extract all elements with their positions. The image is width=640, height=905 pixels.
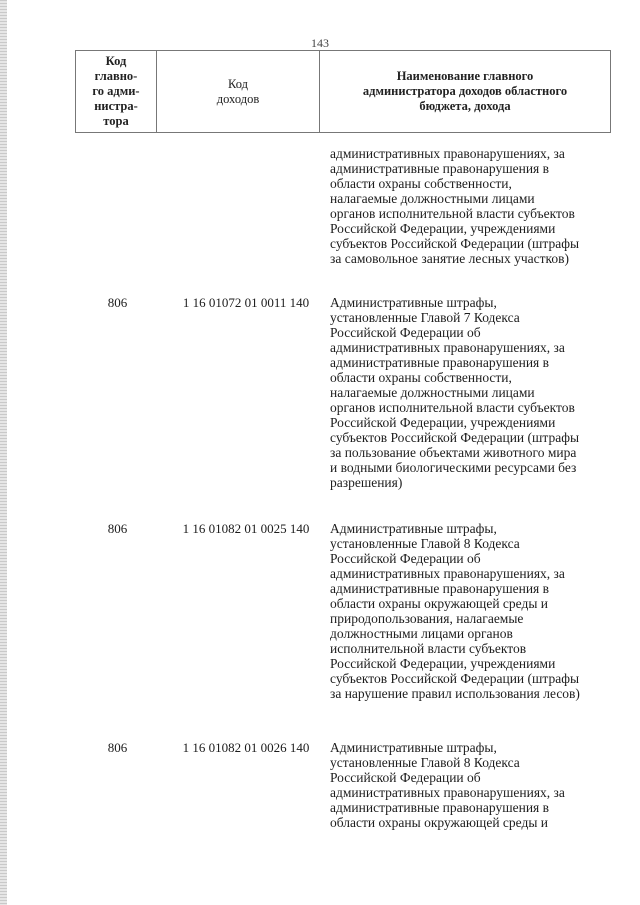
income-description — [330, 521, 615, 701]
admin-code: 806 — [107, 521, 128, 536]
description-line: Российской Федерации об — [330, 770, 481, 785]
description-line: установленные Главой 8 Кодекса — [330, 755, 520, 770]
continuation-description — [330, 146, 615, 266]
description-line: налагаемые должностными лицами — [330, 385, 535, 400]
description-line: области охраны собственности, — [330, 370, 512, 385]
header-admin-line: го адми- — [92, 84, 140, 98]
header-name-line: Наименование главного — [396, 69, 534, 83]
description-line: области охраны окружающей среды и — [330, 815, 549, 830]
description-line: Российской Федерации об — [330, 551, 481, 566]
description-line: за самовольное занятие лесных участков) — [330, 251, 570, 266]
description-line: исполнительной власти субъектов — [330, 641, 527, 656]
income-description — [330, 295, 615, 490]
description-line: административные правонарушения в — [330, 581, 550, 596]
header-code-line: Код — [228, 76, 248, 91]
header-admin-code — [76, 51, 157, 133]
description-line: разрешения) — [330, 475, 403, 490]
description-line: Российской Федерации, учреждениями — [330, 656, 556, 671]
description-line: административных правонарушениях, за — [330, 566, 565, 581]
income-code: 1 16 01082 01 0025 140 — [182, 521, 310, 536]
description-line: административных правонарушениях, за — [330, 146, 565, 161]
description-line: субъектов Российской Федерации (штрафы — [330, 671, 580, 686]
description-line: субъектов Российской Федерации (штрафы — [330, 430, 580, 445]
header-admin-line: главно- — [94, 69, 138, 83]
description-line: субъектов Российской Федерации (штрафы — [330, 236, 580, 251]
description-line: области охраны окружающей среды и — [330, 596, 549, 611]
description-line: области охраны собственности, — [330, 176, 512, 191]
description-line: административных правонарушениях, за — [330, 785, 565, 800]
description-line: Российской Федерации об — [330, 325, 481, 340]
description-line: Российской Федерации, учреждениями — [330, 415, 556, 430]
description-line: органов исполнительной власти субъектов — [330, 400, 575, 415]
description-line: административные правонарушения в — [330, 161, 550, 176]
description-line: установленные Главой 8 Кодекса — [330, 536, 520, 551]
description-line: Административные штрафы, — [330, 295, 497, 310]
header-income-code — [157, 51, 320, 133]
description-line: налагаемые должностными лицами — [330, 191, 535, 206]
description-line: природопользования, налагаемые — [330, 611, 524, 626]
table-header — [75, 50, 611, 133]
income-code: 1 16 01072 01 0011 140 — [182, 295, 310, 310]
description-line: и водными биологическими ресурсами без — [330, 460, 577, 475]
description-line: за пользование объектами животного мира — [330, 445, 577, 460]
header-name — [320, 51, 611, 133]
description-line: Административные штрафы, — [330, 740, 497, 755]
header-name-line: бюджета, дохода — [419, 99, 511, 113]
description-line: должностными лицами органов — [330, 626, 513, 641]
scan-edge — [0, 0, 7, 905]
header-code-line: доходов — [216, 91, 260, 106]
income-description — [330, 740, 615, 830]
page-number: 143 — [311, 36, 329, 50]
description-line: административных правонарушениях, за — [330, 340, 565, 355]
description-line: административные правонарушения в — [330, 800, 550, 815]
description-line: установленные Главой 7 Кодекса — [330, 310, 520, 325]
header-admin-line: нистра- — [94, 99, 138, 113]
description-line: органов исполнительной власти субъектов — [330, 206, 575, 221]
description-line: Административные штрафы, — [330, 521, 497, 536]
description-line: за нарушение правил использования лесов) — [330, 686, 580, 701]
description-line: административные правонарушения в — [330, 355, 550, 370]
header-name-line: администратора доходов областного — [362, 84, 568, 98]
admin-code: 806 — [107, 740, 128, 755]
income-code: 1 16 01082 01 0026 140 — [182, 740, 310, 755]
header-admin-line: Код — [105, 54, 127, 68]
header-admin-line: тора — [103, 114, 129, 128]
admin-code: 806 — [107, 295, 128, 310]
description-line: Российской Федерации, учреждениями — [330, 221, 556, 236]
